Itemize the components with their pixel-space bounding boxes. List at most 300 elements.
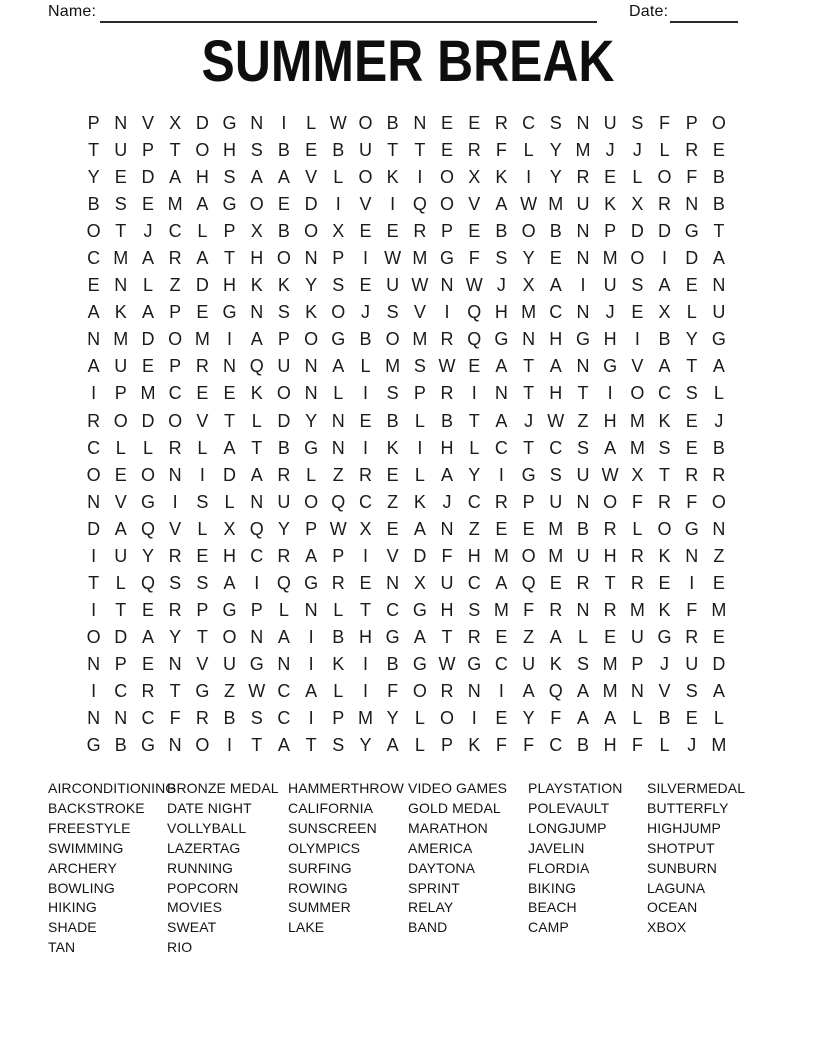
grid-letter: F: [631, 735, 643, 756]
grid-letter: W: [601, 464, 619, 485]
grid-letter: Q: [521, 572, 536, 593]
grid-letter: A: [441, 464, 454, 485]
grid-letter: O: [657, 518, 672, 539]
grid-letter: E: [685, 708, 698, 729]
grid-letter: G: [575, 329, 590, 350]
grid-letter: U: [223, 653, 237, 674]
grid-letter: C: [87, 248, 101, 269]
grid-letter: A: [658, 275, 671, 296]
grid-letter: E: [114, 167, 127, 188]
grid-letter: S: [169, 572, 182, 593]
grid-letter: O: [412, 681, 427, 701]
word-list-item: BOWLING: [48, 879, 115, 896]
grid-letter: E: [712, 626, 725, 647]
grid-letter: U: [440, 572, 454, 593]
grid-letter: M: [575, 140, 591, 161]
grid-letter: R: [630, 545, 644, 566]
grid-letter: C: [494, 653, 508, 674]
grid-letter: J: [143, 221, 153, 242]
puzzle-title: SUMMER BREAK: [201, 29, 615, 94]
grid-letter: P: [114, 383, 127, 404]
grid-letter: V: [658, 681, 671, 701]
grid-letter: D: [685, 248, 699, 269]
grid-letter: L: [414, 464, 425, 485]
word-list-item: ROWING: [288, 879, 348, 896]
grid-letter: C: [141, 708, 155, 729]
grid-letter: U: [277, 356, 291, 377]
word-list-column: [288, 779, 408, 938]
grid-letter: A: [114, 518, 127, 539]
grid-letter: Z: [387, 491, 399, 512]
grid-letter: E: [495, 708, 508, 729]
grid-letter: L: [197, 437, 208, 458]
grid-letter: M: [711, 599, 727, 620]
grid-letter: F: [468, 248, 480, 269]
word-list-item: SWIMMING: [48, 839, 124, 856]
grid-letter: P: [522, 491, 535, 512]
grid-letter: X: [413, 572, 426, 593]
grid-letter: R: [658, 491, 672, 512]
grid-letter: V: [169, 518, 182, 539]
grid-letter: N: [250, 113, 264, 134]
grid-letter: E: [141, 356, 154, 377]
grid-letter: Y: [277, 518, 290, 539]
grid-letter: R: [467, 140, 481, 161]
grid-letter: H: [603, 735, 617, 756]
grid-letter: T: [169, 140, 181, 161]
grid-letter: B: [359, 329, 372, 350]
grid-letter: F: [387, 681, 399, 701]
grid-letter: K: [658, 410, 671, 431]
grid-letter: G: [711, 329, 726, 350]
grid-letter: O: [249, 194, 264, 215]
grid-letter: K: [604, 194, 617, 215]
grid-letter: F: [659, 113, 671, 134]
grid-letter: O: [304, 329, 319, 350]
grid-letter: T: [196, 626, 208, 647]
grid-letter: G: [222, 194, 237, 215]
grid-letter: W: [329, 518, 347, 539]
grid-letter: E: [196, 302, 209, 323]
grid-letter: E: [386, 464, 399, 485]
grid-letter: X: [223, 518, 236, 539]
grid-letter: U: [576, 194, 590, 215]
grid-letter: P: [87, 113, 100, 134]
grid-letter: N: [576, 356, 590, 377]
grid-letter: E: [658, 572, 671, 593]
grid-letter: T: [305, 735, 317, 756]
grid-letter: X: [522, 275, 535, 296]
grid-letter: I: [254, 572, 260, 593]
grid-letter: T: [468, 410, 480, 431]
grid-letter: Y: [305, 410, 318, 431]
grid-letter: M: [629, 437, 645, 458]
grid-letter: I: [498, 681, 504, 701]
grid-letter: R: [440, 681, 454, 701]
grid-letter: J: [632, 140, 642, 161]
grid-letter: O: [603, 491, 618, 512]
grid-letter: U: [576, 464, 590, 485]
grid-letter: B: [658, 329, 671, 350]
grid-letter: X: [169, 113, 182, 134]
grid-letter: B: [277, 140, 290, 161]
grid-letter: A: [495, 572, 508, 593]
grid-letter: I: [91, 545, 97, 566]
grid-letter: I: [308, 653, 314, 674]
grid-letter: Q: [412, 194, 427, 215]
grid-letter: T: [387, 140, 399, 161]
word-list-item: HIKING: [48, 899, 97, 916]
grid-letter: K: [658, 599, 671, 620]
grid-letter: R: [630, 572, 644, 593]
grid-letter: L: [523, 140, 534, 161]
grid-letter: O: [304, 491, 319, 512]
grid-letter: N: [386, 572, 400, 593]
grid-letter: O: [195, 140, 210, 161]
grid-letter: T: [577, 383, 589, 404]
grid-letter: R: [494, 491, 508, 512]
grid-letter: H: [549, 383, 563, 404]
grid-letter: T: [251, 437, 263, 458]
grid-letter: I: [199, 464, 205, 485]
grid-letter: O: [358, 167, 373, 188]
grid-letter: Q: [467, 302, 482, 323]
grid-letter: X: [332, 221, 345, 242]
grid-letter: M: [548, 518, 564, 539]
grid-letter: J: [660, 653, 670, 674]
grid-letter: C: [467, 491, 481, 512]
grid-letter: B: [386, 653, 399, 674]
grid-letter: S: [495, 248, 508, 269]
grid-letter: T: [523, 437, 535, 458]
grid-letter: B: [332, 626, 345, 647]
grid-letter: E: [685, 275, 698, 296]
word-list-item: SUMMER: [288, 899, 351, 916]
grid-letter: H: [603, 545, 617, 566]
grid-letter: H: [603, 410, 617, 431]
grid-letter: T: [441, 626, 453, 647]
grid-letter: U: [685, 653, 699, 674]
grid-letter: B: [576, 735, 589, 756]
grid-letter: U: [603, 113, 617, 134]
grid-letter: T: [88, 140, 100, 161]
grid-letter: M: [629, 410, 645, 431]
grid-letter: S: [631, 113, 644, 134]
grid-letter: H: [223, 275, 237, 296]
grid-letter: H: [250, 248, 264, 269]
word-list-item: BIKING: [528, 879, 577, 896]
grid-letter: I: [362, 681, 368, 701]
grid-letter: E: [495, 518, 508, 539]
word-list-item: JAVELIN: [528, 839, 585, 856]
grid-letter: R: [685, 626, 699, 647]
grid-letter: C: [277, 681, 291, 701]
grid-letter: H: [195, 167, 209, 188]
grid-letter: N: [168, 464, 182, 485]
grid-letter: Z: [224, 681, 236, 701]
word-list-item: OLYMPICS: [288, 839, 361, 856]
grid-letter: R: [712, 464, 726, 485]
grid-letter: A: [549, 626, 562, 647]
word-list-item: OCEAN: [647, 899, 698, 916]
word-list-item: RUNNING: [167, 859, 234, 876]
grid-letter: C: [549, 437, 563, 458]
grid-letter: G: [521, 464, 536, 485]
grid-letter: G: [412, 599, 427, 620]
word-list-item: SURFING: [288, 859, 352, 876]
grid-letter: D: [304, 194, 318, 215]
word-list-item: PLAYSTATION: [528, 780, 623, 796]
word-list-item: BUTTERFLY: [647, 799, 729, 816]
word-list-column: [528, 779, 647, 938]
word-list-item: SUNBURN: [647, 859, 717, 876]
grid-letter: U: [358, 140, 372, 161]
word-list-item: SWEAT: [167, 919, 217, 936]
grid-letter: N: [576, 491, 590, 512]
grid-letter: R: [195, 708, 209, 729]
grid-letter: Q: [140, 518, 155, 539]
word-list-item: AIRCONDITIONING: [48, 780, 177, 796]
grid-letter: E: [604, 626, 617, 647]
grid-letter: K: [386, 167, 399, 188]
grid-letter: N: [331, 410, 345, 431]
word-list-item: SILVERMEDAL: [647, 780, 746, 796]
grid-letter: S: [685, 681, 698, 701]
grid-letter: B: [277, 437, 290, 458]
grid-letter: R: [87, 410, 101, 431]
grid-letter: L: [469, 437, 480, 458]
word-list-item: MOVIES: [167, 899, 223, 916]
grid-letter: O: [168, 410, 183, 431]
grid-letter: L: [414, 708, 425, 729]
grid-letter: A: [277, 167, 290, 188]
grid-letter: G: [467, 653, 482, 674]
grid-letter: S: [576, 437, 589, 458]
grid-letter: L: [713, 383, 724, 404]
grid-letter: E: [359, 572, 372, 593]
grid-letter: U: [630, 626, 644, 647]
grid-letter: R: [685, 140, 699, 161]
grid-letter: Y: [685, 329, 698, 350]
grid-letter: O: [521, 545, 536, 566]
grid-letter: A: [196, 248, 209, 269]
grid-letter: L: [659, 735, 670, 756]
grid-letter: D: [114, 626, 128, 647]
date-blank-line: [670, 21, 738, 23]
grid-letter: F: [523, 599, 535, 620]
grid-letter: E: [685, 410, 698, 431]
grid-letter: W: [411, 275, 429, 296]
grid-letter: R: [576, 572, 590, 593]
grid-letter: S: [223, 167, 236, 188]
grid-letter: P: [169, 302, 182, 323]
grid-letter: F: [441, 545, 453, 566]
grid-letter: K: [305, 302, 318, 323]
grid-letter: N: [114, 708, 128, 729]
grid-letter: F: [550, 708, 562, 729]
grid-letter: S: [196, 491, 209, 512]
grid-letter: W: [520, 194, 538, 215]
grid-letter: R: [168, 599, 182, 620]
grid-letter: N: [712, 275, 726, 296]
grid-letter: T: [523, 383, 535, 404]
word-list-item: VOLLYBALL: [167, 819, 247, 836]
grid-letter: C: [250, 545, 264, 566]
grid-letter: S: [114, 194, 127, 215]
word-list-column: [408, 779, 528, 938]
grid-letter: E: [468, 113, 481, 134]
grid-letter: I: [498, 464, 504, 485]
grid-letter: H: [549, 329, 563, 350]
grid-letter: X: [468, 167, 481, 188]
grid-letter: H: [358, 626, 372, 647]
grid-letter: B: [277, 221, 290, 242]
grid-letter: R: [494, 113, 508, 134]
grid-letter: Q: [331, 491, 346, 512]
grid-letter: T: [224, 410, 236, 431]
grid-letter: M: [602, 681, 618, 701]
grid-letter: A: [169, 167, 182, 188]
grid-letter: Z: [169, 275, 181, 296]
grid-letter: I: [417, 437, 423, 458]
grid-letter: S: [277, 302, 290, 323]
grid-letter: P: [441, 221, 454, 242]
grid-letter: Y: [468, 464, 481, 485]
grid-letter: W: [329, 113, 347, 134]
grid-letter: Y: [549, 140, 562, 161]
grid-letter: Q: [467, 329, 482, 350]
grid-letter: E: [141, 653, 154, 674]
grid-letter: M: [493, 599, 509, 620]
grid-letter: S: [332, 735, 345, 756]
grid-letter: F: [495, 140, 507, 161]
grid-letter: G: [222, 113, 237, 134]
grid-letter: D: [87, 518, 101, 539]
grid-letter: A: [87, 302, 100, 323]
grid-letter: N: [576, 113, 590, 134]
grid-letter: E: [441, 140, 454, 161]
grid-letter: M: [412, 248, 428, 269]
grid-letter: P: [277, 329, 290, 350]
grid-letter: H: [440, 437, 454, 458]
grid-letter: O: [711, 113, 726, 134]
grid-letter: B: [712, 437, 725, 458]
grid-letter: A: [576, 708, 589, 729]
grid-letter: F: [686, 167, 698, 188]
grid-letter: K: [114, 302, 127, 323]
grid-letter: N: [277, 653, 291, 674]
grid-letter: S: [413, 356, 426, 377]
grid-letter: U: [277, 491, 291, 512]
grid-letter: N: [250, 491, 264, 512]
grid-letter: D: [223, 464, 237, 485]
grid-letter: F: [631, 491, 643, 512]
grid-letter: N: [114, 275, 128, 296]
grid-letter: G: [304, 572, 319, 593]
grid-letter: N: [467, 681, 481, 701]
grid-letter: L: [115, 572, 126, 593]
grid-letter: R: [331, 572, 345, 593]
grid-letter: T: [251, 735, 263, 756]
word-list-item: AMERICA: [408, 839, 473, 856]
grid-letter: M: [548, 545, 564, 566]
grid-letter: G: [385, 626, 400, 647]
grid-letter: I: [362, 545, 368, 566]
grid-letter: O: [195, 735, 210, 756]
grid-letter: R: [685, 464, 699, 485]
grid-letter: M: [167, 194, 183, 215]
grid-letter: R: [141, 681, 155, 701]
grid-letter: K: [277, 275, 290, 296]
grid-letter: A: [141, 626, 154, 647]
grid-letter: I: [91, 681, 97, 701]
grid-letter: O: [521, 221, 536, 242]
grid-letter: D: [141, 410, 155, 431]
grid-letter: L: [577, 626, 588, 647]
word-list-item: CALIFORNIA: [288, 799, 374, 816]
grid-letter: A: [712, 356, 725, 377]
grid-letter: K: [332, 653, 345, 674]
grid-letter: A: [223, 437, 236, 458]
grid-letter: A: [658, 356, 671, 377]
grid-letter: L: [251, 410, 262, 431]
grid-letter: I: [362, 248, 368, 269]
grid-letter: T: [713, 221, 725, 242]
grid-letter: N: [331, 437, 345, 458]
grid-letter: K: [658, 545, 671, 566]
grid-letter: E: [712, 572, 725, 593]
grid-letter: E: [386, 221, 399, 242]
grid-letter: N: [304, 356, 318, 377]
grid-letter: H: [223, 545, 237, 566]
grid-letter: N: [250, 302, 264, 323]
grid-letter: L: [333, 599, 344, 620]
grid-letter: E: [305, 140, 318, 161]
grid-letter: I: [417, 167, 423, 188]
grid-letter: G: [222, 302, 237, 323]
grid-letter: W: [547, 410, 565, 431]
grid-letter: A: [277, 626, 290, 647]
grid-letter: Y: [522, 708, 535, 729]
grid-letter: E: [223, 383, 236, 404]
grid-letter: L: [142, 275, 153, 296]
grid-letter: X: [658, 302, 671, 323]
grid-letter: U: [712, 302, 726, 323]
grid-letter: C: [168, 383, 182, 404]
grid-letter: X: [631, 194, 644, 215]
grid-letter: U: [576, 545, 590, 566]
grid-letter: D: [712, 653, 726, 674]
grid-letter: N: [250, 626, 264, 647]
grid-letter: E: [604, 167, 617, 188]
grid-letter: A: [604, 437, 617, 458]
grid-letter: O: [304, 221, 319, 242]
grid-letter: J: [496, 275, 506, 296]
grid-letter: P: [332, 708, 345, 729]
grid-letter: U: [522, 653, 536, 674]
grid-letter: I: [471, 708, 477, 729]
grid-letter: L: [306, 464, 317, 485]
grid-letter: A: [332, 356, 345, 377]
date-label: Date:: [629, 3, 669, 20]
grid-letter: A: [250, 329, 263, 350]
grid-letter: C: [168, 221, 182, 242]
grid-letter: A: [223, 572, 236, 593]
grid-letter: S: [576, 653, 589, 674]
grid-letter: I: [227, 329, 233, 350]
grid-letter: U: [386, 275, 400, 296]
grid-letter: C: [494, 437, 508, 458]
